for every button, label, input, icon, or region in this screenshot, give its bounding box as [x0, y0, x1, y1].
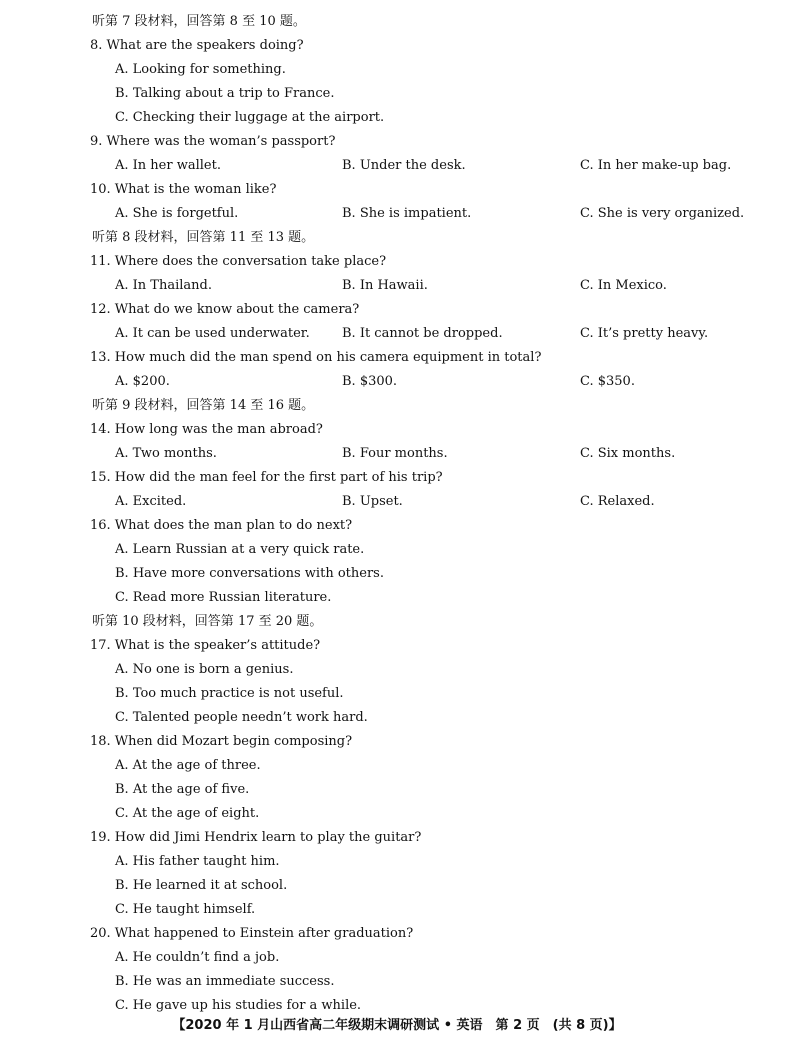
question-12-option-c: C. It’s pretty heavy. — [580, 326, 709, 341]
question-8-stem: 8. What are the speakers doing? — [90, 38, 304, 53]
question-9-option-c: C. In her make-up bag. — [580, 158, 732, 173]
question-10-option-b: B. She is impatient. — [342, 206, 472, 221]
question-9-stem: 9. Where was the woman’s passport? — [90, 134, 336, 149]
question-18-stem: 18. When did Mozart begin composing? — [90, 734, 353, 749]
section-heading-7: 听第 7 段材料，回答第 8 至 10 题。 — [92, 14, 306, 29]
question-13-stem: 13. How much did the man spend on his camera equipment in total? — [90, 350, 542, 365]
question-17-stem: 17. What is the speaker’s attitude? — [90, 638, 321, 653]
question-14-stem: 14. How long was the man abroad? — [90, 422, 323, 437]
question-11-option-a: A. In Thailand. — [115, 278, 212, 293]
question-12-option-a: A. It can be used underwater. — [115, 326, 310, 341]
question-15-option-a: A. Excited. — [115, 494, 187, 509]
question-20-option-a: A. He couldn’t find a job. — [115, 950, 280, 965]
question-15-option-c: C. Relaxed. — [580, 494, 655, 509]
question-13-option-b: B. $300. — [342, 374, 398, 389]
question-16-option-b: B. Have more conversations with others. — [115, 566, 384, 581]
question-14-option-c: C. Six months. — [580, 446, 676, 461]
question-19-option-b: B. He learned it at school. — [115, 878, 288, 893]
section-heading-8: 听第 8 段材料，回答第 11 至 13 题。 — [92, 230, 315, 245]
question-16-option-a: A. Learn Russian at a very quick rate. — [115, 542, 365, 557]
question-13-option-c: C. $350. — [580, 374, 635, 389]
question-18-option-c: C. At the age of eight. — [115, 806, 260, 821]
question-11-option-c: C. In Mexico. — [580, 278, 667, 293]
section-heading-9: 听第 9 段材料，回答第 14 至 16 题。 — [92, 398, 315, 413]
question-19-stem: 19. How did Jimi Hendrix learn to play the guitar? — [90, 830, 422, 845]
question-14-option-a: A. Two months. — [115, 446, 217, 461]
question-12-stem: 12. What do we know about the camera? — [90, 302, 360, 317]
question-10-option-c: C. She is very organized. — [580, 206, 745, 221]
question-17-option-a: A. No one is born a genius. — [115, 662, 294, 677]
question-18-option-a: A. At the age of three. — [115, 758, 261, 773]
question-17-option-b: B. Too much practice is not useful. — [115, 686, 344, 701]
question-17-option-c: C. Talented people needn’t work hard. — [115, 710, 368, 725]
question-15-stem: 15. How did the man feel for the first part of his trip? — [90, 470, 443, 485]
question-8-option-b: B. Talking about a trip to France. — [115, 86, 335, 101]
question-20-option-b: B. He was an immediate success. — [115, 974, 335, 989]
question-19-option-a: A. His father taught him. — [115, 854, 280, 869]
question-10-option-a: A. She is forgetful. — [115, 206, 239, 221]
question-8-option-a: A. Looking for something. — [115, 62, 286, 77]
question-11-stem: 11. Where does the conversation take place? — [90, 254, 387, 269]
question-10-stem: 10. What is the woman like? — [90, 182, 277, 197]
question-16-option-c: C. Read more Russian literature. — [115, 590, 332, 605]
question-19-option-c: C. He taught himself. — [115, 902, 256, 917]
question-20-stem: 20. What happened to Einstein after graduation? — [90, 926, 414, 941]
question-18-option-b: B. At the age of five. — [115, 782, 250, 797]
question-9-option-a: A. In her wallet. — [115, 158, 221, 173]
question-8-option-c: C. Checking their luggage at the airport. — [115, 110, 385, 125]
section-heading-10: 听第 10 段材料，回答第 17 至 20 题。 — [92, 614, 323, 629]
question-11-option-b: B. In Hawaii. — [342, 278, 428, 293]
question-20-option-c: C. He gave up his studies for a while. — [115, 998, 362, 1013]
question-9-option-b: B. Under the desk. — [342, 158, 466, 173]
question-16-stem: 16. What does the man plan to do next? — [90, 518, 353, 533]
question-12-option-b: B. It cannot be dropped. — [342, 326, 503, 341]
question-15-option-b: B. Upset. — [342, 494, 403, 509]
page-footer: 【2020 年 1 月山西省高二年级期末调研测试 • 英语 第 2 页 (共 8 页)】 — [172, 1018, 622, 1033]
question-14-option-b: B. Four months. — [342, 446, 448, 461]
question-13-option-a: A. $200. — [115, 374, 170, 389]
